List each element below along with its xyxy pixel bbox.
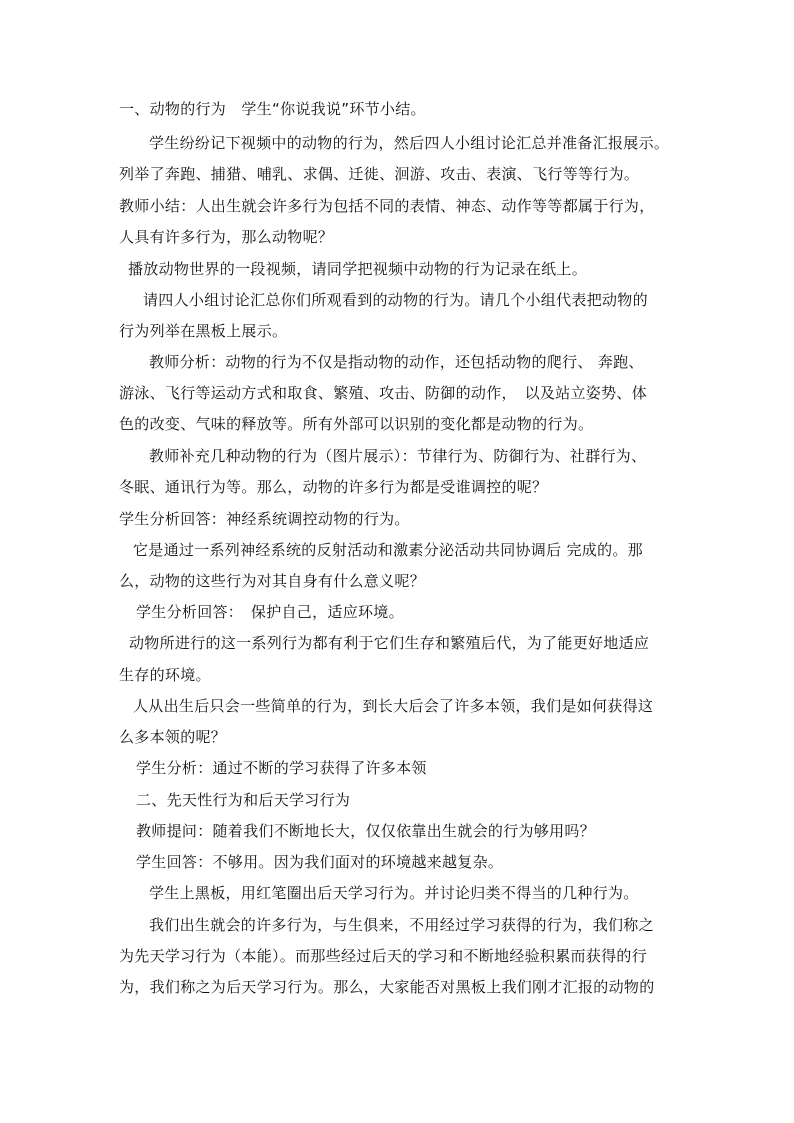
paragraph-line: 冬眠、通讯行为等。那么，动物的许多行为都是受谁调控的呢？ <box>119 478 548 496</box>
paragraph-line: 请四人小组讨论汇总你们所观看到的动物的行为。请几个小组代表把动物的 <box>143 291 648 309</box>
paragraph-line: 我们出生就会的许多行为，与生俱来，不用经过学习获得的行为，我们称之 <box>149 916 654 934</box>
paragraph-line: 么，动物的这些行为对其自身有什么意义呢？ <box>119 572 426 590</box>
paragraph-line: 人具有许多行为，那么动物呢？ <box>119 228 334 246</box>
paragraph-line: 动物所进行的这一系列行为都有利于它们生存和繁殖后代，为了能更好地适应 <box>129 634 650 652</box>
paragraph-line: 学生分析回答：神经系统调控动物的行为。 <box>119 510 410 528</box>
paragraph-line: 色的改变、气味的释放等。所有外部可以识别的变化都是动物的行为。 <box>119 415 594 433</box>
paragraph-line: 游泳、飞行等运动方式和取食、繁殖、攻击、防御的动作， 以及站立姿势、体 <box>119 384 648 402</box>
paragraph-line: 教师小结：人出生就会许多行为包括不同的表情、神态、动作等等都属于行为， <box>119 197 655 215</box>
paragraph-line: 列举了奔跑、捕猎、哺乳、求偶、迁徙、洄游、攻击、表演、飞行等等行为。 <box>119 165 640 183</box>
paragraph-line: 学生分析：通过不断的学习获得了许多本领 <box>136 759 427 777</box>
paragraph-line: 学生上黑板，用红笔圈出后天学习行为。并讨论归类不得当的几种行为。 <box>149 884 639 902</box>
paragraph-line: 教师分析：动物的行为不仅是指动物的动作，还包括动物的爬行、 奔跑、 <box>149 353 644 371</box>
paragraph-line: 学生分析回答： 保护自己，适应环境。 <box>136 603 404 621</box>
paragraph-line: 教师补充几种动物的行为（图片展示）：节律行为、防御行为、社群行为、 <box>149 447 647 465</box>
section-heading-1: 一、动物的行为 学生“你说我说”环节小结。 <box>119 100 426 118</box>
section-heading-2: 二、先天性行为和后天学习行为 <box>136 791 351 809</box>
paragraph-line: 生存的环境。 <box>119 666 211 684</box>
paragraph-line: 播放动物世界的一段视频，请同学把视频中动物的行为记录在纸上。 <box>128 260 588 278</box>
paragraph-line: 行为列举在黑板上展示。 <box>119 322 288 340</box>
paragraph-line: 么多本领的呢？ <box>119 728 227 746</box>
paragraph-line: 人从出生后只会一些简单的行为，到长大后会了许多本领，我们是如何获得这 <box>133 697 654 715</box>
paragraph-line: 学生纷纷记下视频中的动物的行为，然后四人小组讨论汇总并准备汇报展示。 <box>149 134 670 152</box>
paragraph-line: 教师提问：随着我们不断地长大，仅仅依靠出生就会的行为够用吗？ <box>136 822 596 840</box>
paragraph-line: 学生回答：不够用。因为我们面对的环境越来越复杂。 <box>136 853 504 871</box>
paragraph-line: 它是通过一系列神经系统的反射活动和激素分泌活动共同协调后 完成的。那 <box>133 541 643 559</box>
paragraph-line: 为，我们称之为后天学习行为。那么，大家能否对黑板上我们刚才汇报的动物的 <box>119 978 655 996</box>
paragraph-line: 为先天学习行为（本能）。而那些经过后天的学习和不断地经验积累而获得的行 <box>119 947 648 965</box>
